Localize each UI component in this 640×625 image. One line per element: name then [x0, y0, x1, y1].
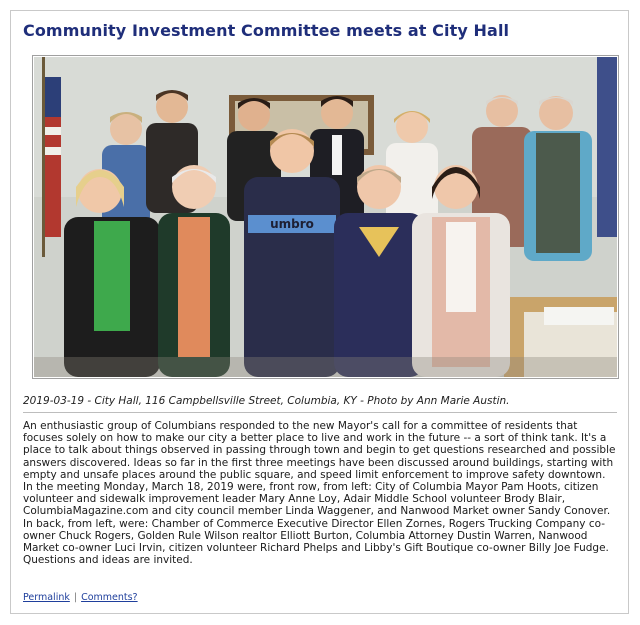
article-links [23, 592, 138, 603]
article-card [10, 10, 629, 614]
comments-link[interactable]: Comments? [81, 592, 138, 603]
group-photo [34, 57, 617, 377]
article-body: An enthusiastic group of Columbians responded to the new Mayor's call for a committee of residents that focuses solely on how to make our city a better place to live and work in the future -- a sort of think tank. It's a place to talk about things observed in passing through town and begin to get questions researched and possible answers discovered. Ideas so far in the first three meetings have been discussed around buildings, starting with empty and unsafe places around the public square, and speed limit enforcement to improve safety downtown. In the meeting Monday, March 18, 2019 were, front row, from left: City of Columbia Mayor Pam Hoots, citizen volunteer and sidewalk improvement leader Mary Anne Loy, Adair Middle School volunteer Brody Blair, ColumbiaMagazine.com and city council member Linda Waggener, and Nanwood Market owner Sandy Conover. In back, from left, were: Chamber of Commerce Executive Director Ellen Zornes, Rogers Trucking Company co-owner Chuck Rogers, Golden Rule Wilson realtor Elliott Burton, Columbia Attorney Dustin Warren, Nanwood Market co-owner Luci Irvin, citizen volunteer Richard Phelps and Libby's Gift Boutique co-owner Billy Joe Fudge. Questions and ideas are invited. [23, 420, 616, 567]
caption-divider [23, 412, 617, 413]
photo-caption: 2019-03-19 - City Hall, 116 Campbellsville Street, Columbia, KY - Photo by Ann Marie Austin. [23, 395, 510, 407]
photo-frame [32, 55, 619, 379]
article-title: Community Investment Committee meets at City Hall [23, 21, 510, 40]
link-separator: | [73, 592, 78, 603]
shirt-logo: umbro [270, 217, 314, 231]
permalink-link[interactable]: Permalink [23, 592, 70, 603]
